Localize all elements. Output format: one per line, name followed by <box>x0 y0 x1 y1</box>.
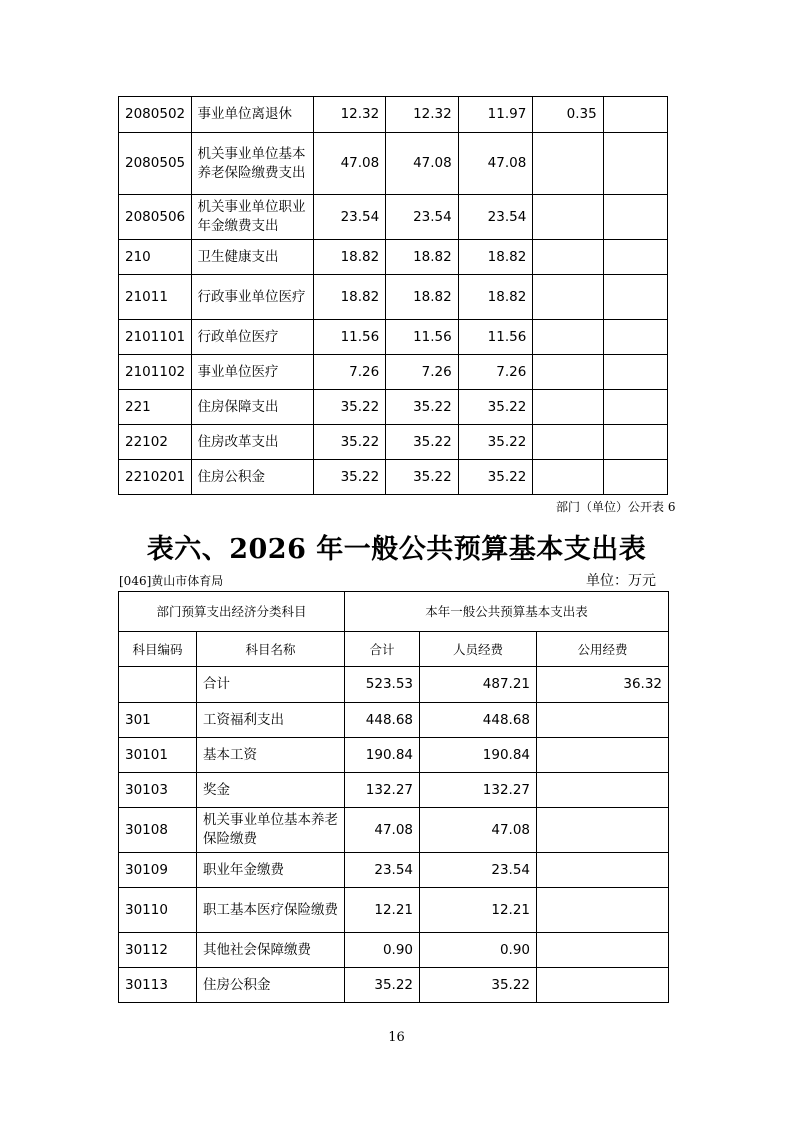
value-cell <box>533 425 603 460</box>
value-cell: 7.26 <box>313 355 386 390</box>
header-group-right: 本年一般公共预算基本支出表 <box>345 592 669 632</box>
value-cell <box>603 460 667 495</box>
value-cell <box>603 195 667 240</box>
value-cell <box>533 355 603 390</box>
total-cell: 448.68 <box>345 703 420 738</box>
public-cell <box>537 888 669 933</box>
total-cell: 0.90 <box>345 933 420 968</box>
header-group-row <box>119 592 669 632</box>
value-cell: 35.22 <box>313 460 386 495</box>
subject-name-cell: 机关事业单位基本养老保险缴费支出 <box>191 133 313 195</box>
value-cell: 11.56 <box>313 320 386 355</box>
subject-name-cell: 行政单位医疗 <box>191 320 313 355</box>
page-number: 16 <box>388 1030 405 1045</box>
table-row <box>119 320 668 355</box>
personnel-cell: 47.08 <box>420 808 537 853</box>
public-cell <box>537 933 669 968</box>
table-row <box>119 275 668 320</box>
subject-code-cell: 21011 <box>119 275 192 320</box>
subject-name-cell: 奖金 <box>197 773 345 808</box>
value-cell <box>533 320 603 355</box>
table-row <box>119 888 669 933</box>
public-cell <box>537 703 669 738</box>
subject-name-cell: 住房改革支出 <box>191 425 313 460</box>
value-cell: 12.32 <box>313 97 386 133</box>
total-cell: 47.08 <box>345 808 420 853</box>
subject-name-cell: 住房公积金 <box>191 460 313 495</box>
total-cell: 132.27 <box>345 773 420 808</box>
table-row <box>119 773 669 808</box>
value-cell <box>603 97 667 133</box>
total-cell: 523.53 <box>345 667 420 703</box>
value-cell: 7.26 <box>458 355 533 390</box>
value-cell <box>533 275 603 320</box>
department-label: [046]黄山市体育局 <box>119 574 224 588</box>
total-cell: 23.54 <box>345 853 420 888</box>
subject-code-cell: 221 <box>119 390 192 425</box>
value-cell <box>533 460 603 495</box>
total-cell: 190.84 <box>345 738 420 773</box>
value-cell: 18.82 <box>458 275 533 320</box>
public-cell <box>537 738 669 773</box>
value-cell: 18.82 <box>313 275 386 320</box>
col-header-code: 科目编码 <box>119 632 197 667</box>
subject-code-cell: 2101102 <box>119 355 192 390</box>
personnel-cell: 487.21 <box>420 667 537 703</box>
subject-name-cell: 基本工资 <box>197 738 345 773</box>
col-header-public: 公用经费 <box>537 632 669 667</box>
subject-name-cell: 职工基本医疗保险缴费 <box>197 888 345 933</box>
table-row <box>119 667 669 703</box>
table-row <box>119 133 668 195</box>
subject-name-cell: 机关事业单位职业年金缴费支出 <box>191 195 313 240</box>
subject-name-cell: 机关事业单位基本养老保险缴费 <box>197 808 345 853</box>
value-cell: 35.22 <box>458 425 533 460</box>
total-cell: 12.21 <box>345 888 420 933</box>
table-row <box>119 703 669 738</box>
subject-code-cell: 30109 <box>119 853 197 888</box>
value-cell: 23.54 <box>313 195 386 240</box>
value-cell <box>603 133 667 195</box>
table-row <box>119 355 668 390</box>
subject-name-cell: 卫生健康支出 <box>191 240 313 275</box>
value-cell: 11.56 <box>386 320 459 355</box>
value-cell: 35.22 <box>458 390 533 425</box>
personnel-cell: 190.84 <box>420 738 537 773</box>
table-row <box>119 195 668 240</box>
header-group-left: 部门预算支出经济分类科目 <box>119 592 345 632</box>
col-header-name: 科目名称 <box>197 632 345 667</box>
public-cell <box>537 808 669 853</box>
table-row <box>119 738 669 773</box>
table-row <box>119 97 668 133</box>
basic-expenditure-table <box>118 591 669 1003</box>
subject-code-cell: 210 <box>119 240 192 275</box>
value-cell: 35.22 <box>386 390 459 425</box>
personnel-cell: 132.27 <box>420 773 537 808</box>
value-cell <box>603 355 667 390</box>
table-row <box>119 425 668 460</box>
col-header-total: 合计 <box>345 632 420 667</box>
value-cell: 47.08 <box>386 133 459 195</box>
subject-name-cell: 合计 <box>197 667 345 703</box>
subject-name-cell: 行政事业单位医疗 <box>191 275 313 320</box>
subject-code-cell: 2080502 <box>119 97 192 133</box>
value-cell: 12.32 <box>386 97 459 133</box>
value-cell <box>603 240 667 275</box>
value-cell: 35.22 <box>386 460 459 495</box>
value-cell: 35.22 <box>313 425 386 460</box>
subject-code-cell: 2080505 <box>119 133 192 195</box>
subject-code-cell: 301 <box>119 703 197 738</box>
subject-name-cell: 住房保障支出 <box>191 390 313 425</box>
public-cell: 36.32 <box>537 667 669 703</box>
personnel-cell: 23.54 <box>420 853 537 888</box>
budget-detail-table-continued <box>118 96 668 495</box>
value-cell: 47.08 <box>313 133 386 195</box>
subject-name-cell: 事业单位离退休 <box>191 97 313 133</box>
table-row <box>119 808 669 853</box>
total-cell: 35.22 <box>345 968 420 1003</box>
subject-name-cell: 住房公积金 <box>197 968 345 1003</box>
subject-name-cell: 工资福利支出 <box>197 703 345 738</box>
table-row <box>119 240 668 275</box>
subject-code-cell: 22102 <box>119 425 192 460</box>
subject-code-cell: 2080506 <box>119 195 192 240</box>
unit-label: 单位：万元 <box>586 573 656 589</box>
value-cell: 35.22 <box>313 390 386 425</box>
subject-code-cell: 30103 <box>119 773 197 808</box>
value-cell <box>603 275 667 320</box>
subject-code-cell: 30108 <box>119 808 197 853</box>
value-cell: 7.26 <box>386 355 459 390</box>
value-cell: 11.97 <box>458 97 533 133</box>
value-cell <box>533 133 603 195</box>
header-column-row <box>119 632 669 667</box>
subject-code-cell: 30113 <box>119 968 197 1003</box>
personnel-cell: 448.68 <box>420 703 537 738</box>
personnel-cell: 35.22 <box>420 968 537 1003</box>
subject-name-cell: 事业单位医疗 <box>191 355 313 390</box>
value-cell: 35.22 <box>458 460 533 495</box>
subject-code-cell: 30110 <box>119 888 197 933</box>
value-cell: 18.82 <box>313 240 386 275</box>
value-cell: 18.82 <box>386 275 459 320</box>
personnel-cell: 0.90 <box>420 933 537 968</box>
value-cell: 11.56 <box>458 320 533 355</box>
table-row <box>119 933 669 968</box>
table-row <box>119 460 668 495</box>
table-row <box>119 853 669 888</box>
subject-code-cell: 30112 <box>119 933 197 968</box>
subject-code-cell: 2101101 <box>119 320 192 355</box>
page-title: 表六、2026 年一般公共预算基本支出表 <box>146 534 647 565</box>
value-cell: 35.22 <box>386 425 459 460</box>
value-cell <box>603 425 667 460</box>
value-cell: 0.35 <box>533 97 603 133</box>
value-cell <box>603 320 667 355</box>
subject-name-cell: 其他社会保障缴费 <box>197 933 345 968</box>
value-cell <box>533 390 603 425</box>
table-source-note: 部门（单位）公开表 6 <box>556 500 676 514</box>
subject-code-cell: 30101 <box>119 738 197 773</box>
public-cell <box>537 773 669 808</box>
subject-code-cell <box>119 667 197 703</box>
col-header-personnel: 人员经费 <box>420 632 537 667</box>
value-cell: 18.82 <box>458 240 533 275</box>
table-row <box>119 968 669 1003</box>
value-cell <box>533 195 603 240</box>
value-cell: 47.08 <box>458 133 533 195</box>
value-cell <box>533 240 603 275</box>
value-cell <box>603 390 667 425</box>
subject-name-cell: 职业年金缴费 <box>197 853 345 888</box>
table-row <box>119 390 668 425</box>
value-cell: 23.54 <box>386 195 459 240</box>
public-cell <box>537 853 669 888</box>
value-cell: 23.54 <box>458 195 533 240</box>
public-cell <box>537 968 669 1003</box>
value-cell: 18.82 <box>386 240 459 275</box>
personnel-cell: 12.21 <box>420 888 537 933</box>
subject-code-cell: 2210201 <box>119 460 192 495</box>
